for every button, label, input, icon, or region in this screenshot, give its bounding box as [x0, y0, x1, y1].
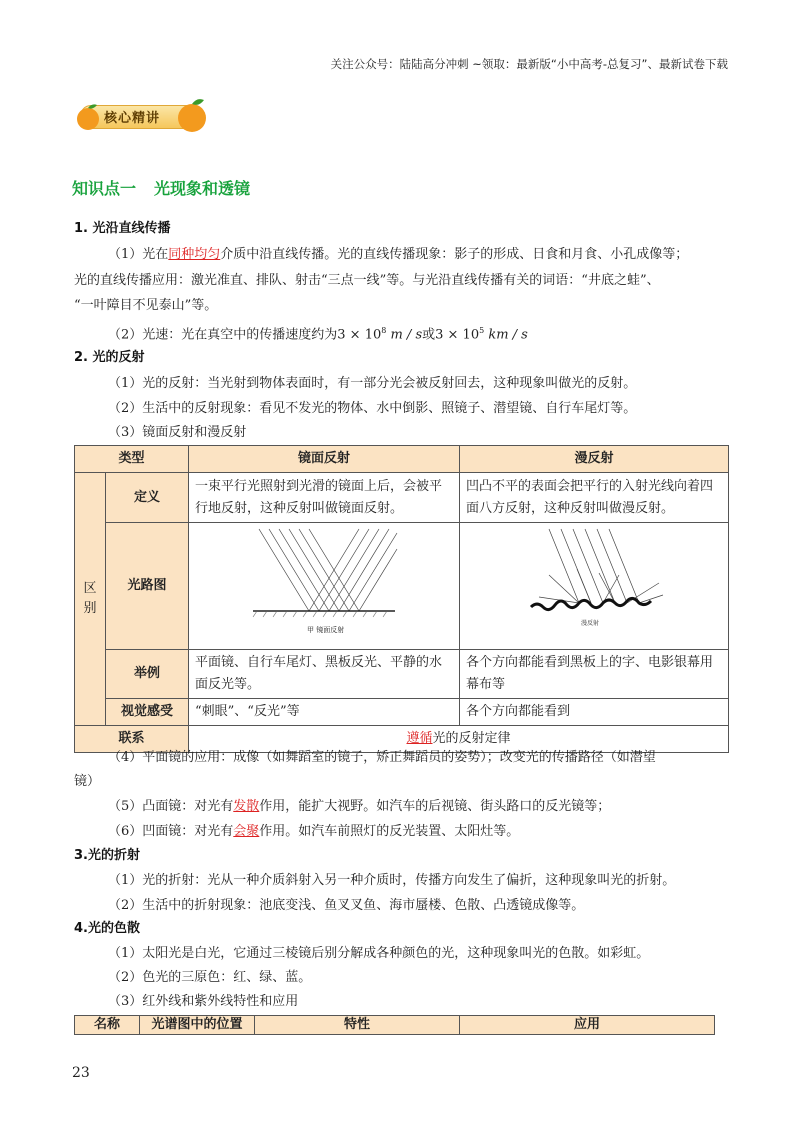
s2-l4b: 镜） — [74, 774, 101, 789]
group-label: 区 别 — [75, 473, 106, 726]
s2-l3: （3）镜面反射和漫反射 — [108, 425, 247, 440]
vis-diffuse: 各个方向都能看到 — [460, 699, 729, 726]
th-position: 光谱图中的位置 — [140, 1016, 255, 1035]
s1-p1-d: “一叶障目不见泰山”等。 — [74, 298, 218, 313]
row-example: 举例 — [106, 650, 189, 699]
th-name: 名称 — [75, 1016, 140, 1035]
s3-l1: （1）光的折射：光从一种介质斜射入另一种介质时，传播方向发生了偏折，这种现象叫光的折射。 — [108, 873, 676, 888]
mirror-caption: 甲 镜面反射 — [307, 626, 345, 634]
badge-label: 核心精讲 — [104, 111, 161, 126]
th-type: 类型 — [75, 446, 189, 473]
th-mirror: 镜面反射 — [189, 446, 460, 473]
s1-p2: （2）光速：光在真空中的传播速度约为$3 \times 10^8$ m / s或$3 \times 10^5$ km / s — [108, 326, 528, 343]
row-visual: 视觉感受 — [106, 699, 189, 726]
section-name: 光现象和透镜 — [154, 179, 251, 198]
s1-p1-c: 光的直线传播应用：激光准直、排队、射击“三点一线”等。与光沿直线传播有关的词语：“井底之蛙”、 — [74, 273, 660, 288]
diffuse-reflection-diagram — [519, 525, 669, 639]
s1-p1: （1）光在同种均匀介质中沿直线传播。光的直线传播现象：影子的形成、日食和月食、小孔成像等； — [108, 247, 689, 262]
heading-4: 4.光的色散 — [74, 921, 140, 936]
heading-3: 3.光的折射 — [74, 848, 140, 863]
th-diffuse: 漫反射 — [460, 446, 729, 473]
row-definition: 定义 — [106, 473, 189, 523]
s2-l1: （1）光的反射：当光射到物体表面时，有一部分光会被反射回去，这种现象叫做光的反射。 — [108, 376, 637, 391]
ir-uv-table — [74, 1015, 715, 1035]
s3-l2: （2）生活中的折射现象：池底变浅、鱼叉叉鱼、海市蜃楼、色散、凸透镜成像等。 — [108, 898, 585, 913]
mirror-diagram-cell — [189, 523, 460, 650]
orange-icon — [74, 102, 102, 132]
page-header: 关注公众号：陆陆高分冲刺 ~领取：最新版“小中高考-总复习”、最新试卷下载 — [330, 57, 728, 71]
s2-l4a: （4）平面镜的应用：成像（如舞蹈室的镜子，矫正舞蹈员的姿势）；改变光的传播路径（如潜望 — [108, 750, 656, 765]
def-mirror: 一束平行光照射到光滑的镜面上后，会被平行地反射，这种反射叫做镜面反射。 — [189, 473, 460, 523]
ex-diffuse: 各个方向都能看到黑板上的字、电影银幕用幕布等 — [460, 650, 729, 699]
s2-l6: （6）凹面镜：对光有会聚作用。如汽车前照灯的反光装置、太阳灶等。 — [108, 824, 520, 839]
s4-l1: （1）太阳光是白光，它通过三棱镜后别分解成各种颜色的光，这种现象叫光的色散。如彩虹。 — [108, 946, 650, 961]
th-property: 特性 — [255, 1016, 460, 1035]
diffuse-diagram-cell — [460, 523, 729, 650]
page-number: 23 — [72, 1065, 90, 1081]
heading-1: 1. 光沿直线传播 — [74, 221, 171, 236]
s4-l3: （3）红外线和紫外线特性和应用 — [108, 994, 299, 1009]
mirror-reflection-diagram — [249, 525, 399, 639]
reflection-table — [74, 445, 729, 753]
s2-l2: （2）生活中的反射现象：看见不发光的物体、水中倒影、照镜子、潜望镜、自行车尾灯等。 — [108, 401, 637, 416]
core-badge — [74, 94, 210, 138]
row-link: 联系 — [75, 726, 189, 753]
orange-icon-right — [174, 96, 210, 136]
heading-2: 2. 光的反射 — [74, 350, 145, 365]
section-title — [72, 176, 250, 199]
vis-mirror: “刺眼”、“反光”等 — [189, 699, 460, 726]
row-lightpath: 光路图 — [106, 523, 189, 650]
link-value: 遵循光的反射定律 — [189, 726, 729, 753]
s2-l5: （5）凸面镜：对光有发散作用，能扩大视野。如汽车的后视镜、街头路口的反光镜等； — [108, 799, 611, 814]
diffuse-caption: 漫反射 — [581, 620, 600, 627]
section-number: 知识点一 — [72, 179, 137, 198]
ex-mirror: 平面镜、自行车尾灯、黑板反光、平静的水面反光等。 — [189, 650, 460, 699]
th-application: 应用 — [460, 1016, 715, 1035]
def-diffuse: 凹凸不平的表面会把平行的入射光线向着四面八方反射，这种反射叫做漫反射。 — [460, 473, 729, 523]
s4-l2: （2）色光的三原色：红、绿、蓝。 — [108, 970, 312, 985]
